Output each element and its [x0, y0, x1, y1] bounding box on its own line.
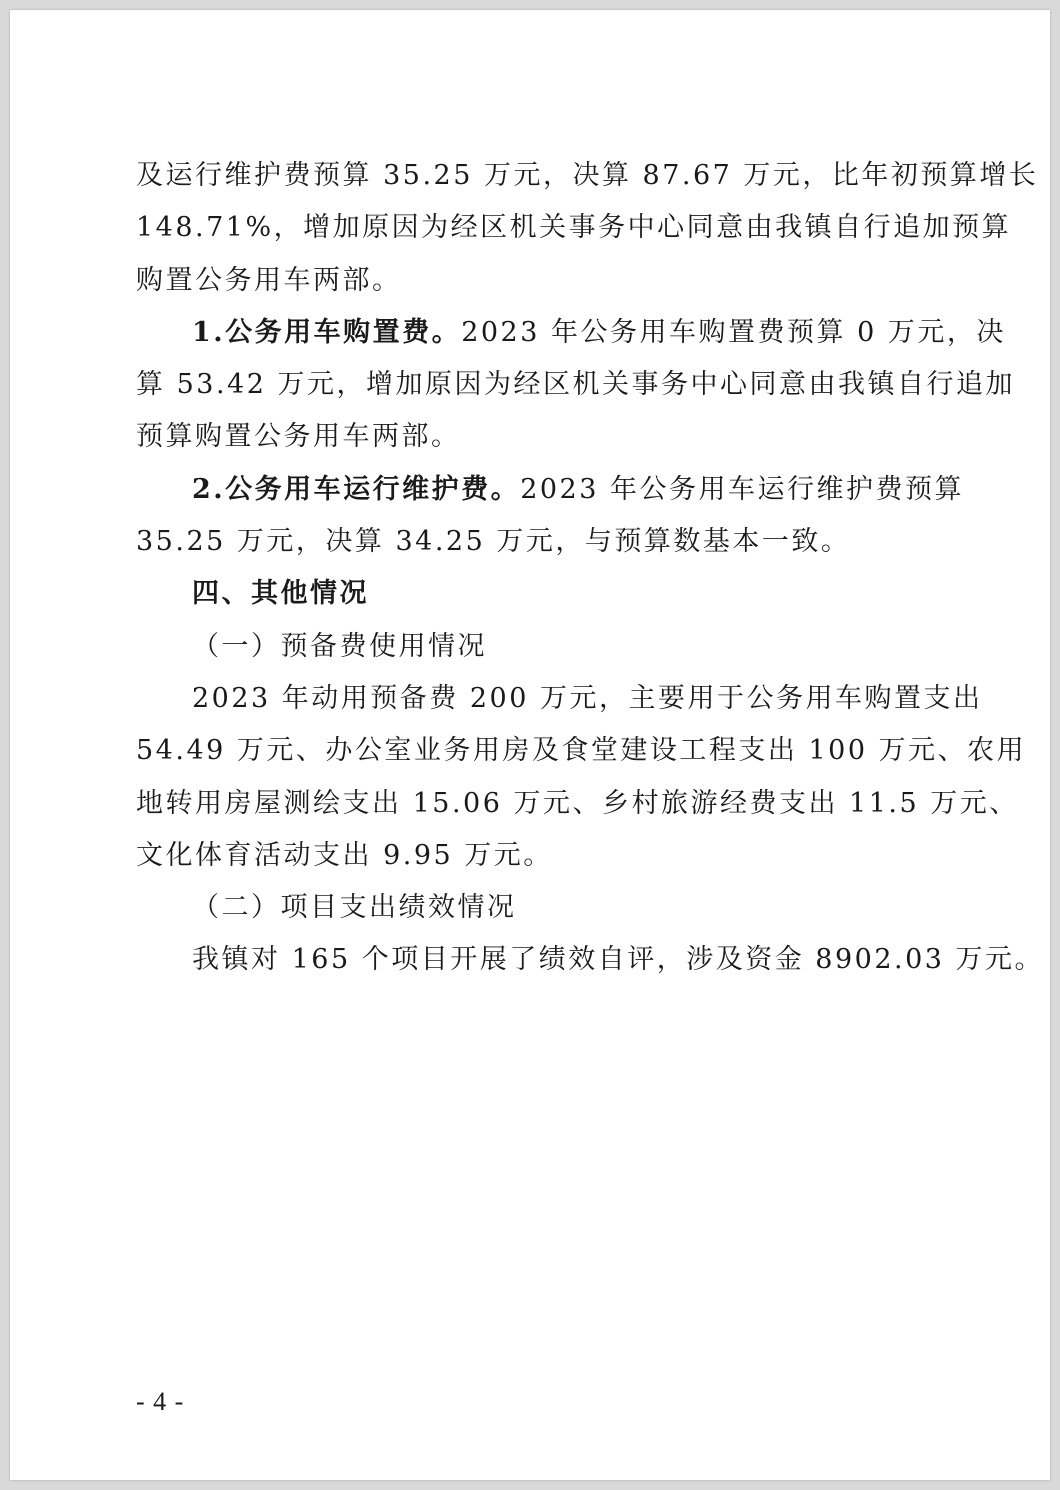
paragraph-line: [136, 830, 936, 882]
paragraph-line: [136, 464, 964, 516]
document-body: [136, 150, 1045, 987]
page-number: - 4 -: [136, 1387, 185, 1416]
subsection-heading-text: （一）预备费使用情况: [192, 630, 487, 662]
paragraph-line: [136, 516, 936, 568]
item-heading-purchase: 1.公务用车购置费。: [192, 316, 462, 348]
line-text: 2023 年公务用车运行维护费预算: [520, 473, 964, 505]
section-heading-text: 四、其他情况: [192, 578, 369, 610]
paragraph-line: [136, 673, 983, 725]
line-text: 2023 年动用预备费 200 万元，主要用于公务用车购置支出: [192, 682, 983, 714]
line-text: 预算购置公务用车两部。: [136, 421, 461, 453]
section-heading: [136, 568, 936, 620]
subsection-heading: [136, 882, 936, 934]
line-text: 地转用房屋测绘支出 15.06 万元、乡村旅游经费支出 11.5 万元、: [136, 787, 1019, 819]
line-text: 148.71%，增加原因为经区机关事务中心同意由我镇自行追加预算: [136, 212, 1012, 244]
paragraph-line: [136, 411, 936, 463]
line-text: 我镇对 165 个项目开展了绩效自评，涉及资金 8902.03 万元。: [192, 944, 1045, 976]
paragraph-line: [136, 359, 1015, 411]
paragraph-line: [136, 150, 1039, 202]
line-text: 文化体育活动支出 9.95 万元。: [136, 839, 553, 871]
paragraph-line: [136, 725, 1027, 777]
line-text: 2023 年公务用车购置费预算 0 万元，决: [461, 316, 1006, 348]
document-page: [10, 10, 1050, 1480]
paragraph-line: [136, 934, 1045, 986]
paragraph-line: [136, 202, 1012, 254]
subsection-heading: [136, 621, 936, 673]
item-heading-maintenance: 2.公务用车运行维护费。: [192, 473, 521, 505]
paragraph-line: [136, 255, 936, 307]
line-text: 54.49 万元、办公室业务用房及食堂建设工程支出 100 万元、农用: [136, 735, 1027, 767]
paragraph-line: [136, 778, 1019, 830]
line-text: 35.25 万元，决算 34.25 万元，与预算数基本一致。: [136, 526, 851, 558]
subsection-heading-text: （二）项目支出绩效情况: [192, 892, 517, 924]
line-text: 算 53.42 万元，增加原因为经区机关事务中心同意由我镇自行追加: [136, 369, 1015, 401]
line-text: 购置公务用车两部。: [136, 264, 402, 296]
line-text: 及运行维护费预算 35.25 万元，决算 87.67 万元，比年初预算增长: [136, 160, 1039, 191]
paragraph-line: [136, 307, 1006, 359]
